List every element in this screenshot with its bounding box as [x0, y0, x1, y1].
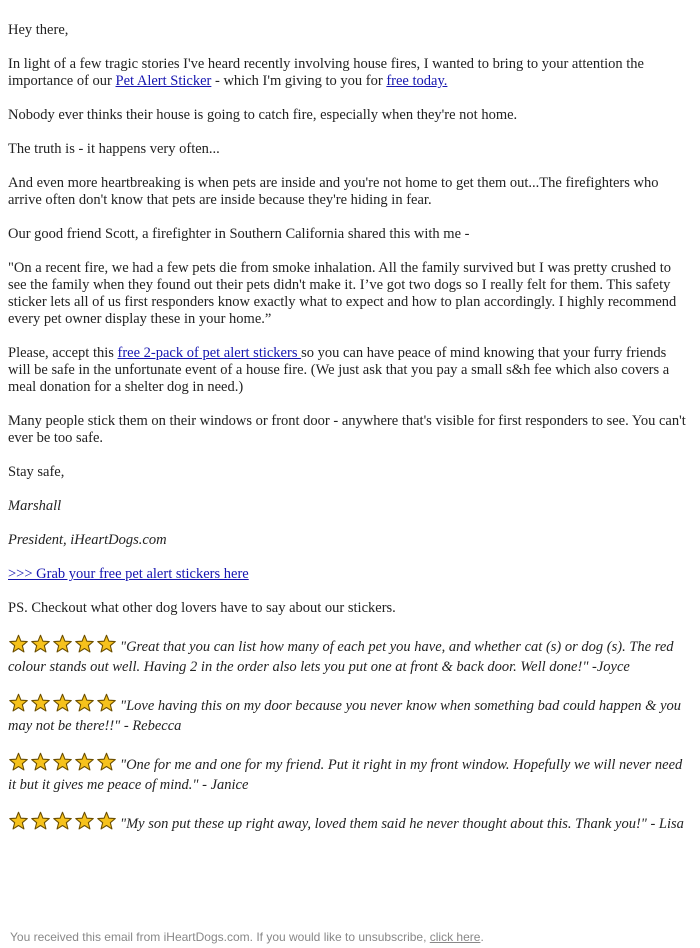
five-star-rating	[8, 811, 118, 836]
paragraph-truth: The truth is - it happens very often...	[8, 141, 220, 157]
greeting: Hey there,	[8, 22, 69, 38]
star-icon	[96, 693, 117, 713]
intro-text-middle: - which I'm giving to you for	[211, 73, 387, 89]
free-today-link[interactable]: free today.	[386, 73, 448, 89]
paragraph-scott: Our good friend Scott, a firefighter in Southern California shared this with me -	[8, 226, 470, 242]
star-icon	[96, 811, 117, 831]
offer-text-end: so you can have peace of mind knowing that your furry friends will be safe in the unfortunate event of a house fire. (We just ask that you pay a small s&h fee which also covers a meal donation for a shelter dog in need.)	[8, 345, 670, 395]
ps-paragraph: PS. Checkout what other dog lovers have to say about our stickers.	[8, 600, 396, 616]
star-icon	[74, 693, 95, 713]
paragraph-heartbreaking: And even more heartbreaking is when pets are inside and you're not home to get them out...The firefighters who arrive often don't know that pets are inside because they're hiding in fear.	[8, 175, 659, 208]
offer-paragraph	[8, 345, 692, 396]
star-icon	[74, 634, 95, 654]
review-lisa	[8, 811, 692, 836]
email-body	[8, 22, 692, 853]
star-icon	[52, 634, 73, 654]
review-text: "My son put these up right away, loved them said he never thought about this. Thank you!" - Lisa	[120, 816, 684, 832]
signature-name: Marshall	[8, 498, 62, 514]
star-icon	[30, 634, 51, 654]
star-icon	[30, 752, 51, 772]
free-2-pack-link[interactable]: free 2-pack of pet alert stickers	[117, 345, 302, 361]
intro-text-start: In light of a few tragic stories I've heard recently involving house fires, I wanted to bring to your attention the importance of our	[8, 56, 644, 89]
grab-stickers-link[interactable]: >>> Grab your free pet alert stickers here	[8, 566, 249, 582]
star-icon	[8, 634, 29, 654]
pet-alert-sticker-link[interactable]: Pet Alert Sticker	[115, 73, 212, 89]
star-icon	[52, 752, 73, 772]
review-rebecca	[8, 693, 692, 735]
review-text: "Great that you can list how many of each pet you have, and whether cat (s) or dog (s). The red colour stands out well. Having 2 in the order also lets you put one at front & back door. Well done!" -Joyce	[8, 639, 674, 675]
five-star-rating	[8, 634, 118, 659]
review-text: "Love having this on my door because you never know when something bad could happen & you may not be there!!" - Rebecca	[8, 698, 682, 734]
footer-text: You received this email from iHeartDogs.com. If you would like to unsubscribe,	[10, 930, 430, 944]
cta-paragraph	[8, 566, 692, 583]
paragraph-windows: Many people stick them on their windows or front door - anywhere that's visible for first responders to see. You can't ever be too safe.	[8, 413, 686, 446]
five-star-rating	[8, 752, 118, 777]
star-icon	[30, 811, 51, 831]
paragraph-nobody: Nobody ever thinks their house is going to catch fire, especially when they're not home.	[8, 107, 518, 123]
signoff: Stay safe,	[8, 464, 65, 480]
signature-title: President, iHeartDogs.com	[8, 532, 167, 548]
intro-paragraph	[8, 56, 692, 90]
review-text: "One for me and one for my friend. Put it right in my front window. Hopefully we will never need it but it gives me peace of mind." - Janice	[8, 757, 683, 793]
star-icon	[30, 693, 51, 713]
email-footer	[10, 930, 484, 944]
unsubscribe-link[interactable]: click here	[429, 930, 481, 944]
footer-end: .	[480, 930, 484, 944]
star-icon	[96, 752, 117, 772]
five-star-rating	[8, 693, 118, 718]
star-icon	[8, 752, 29, 772]
review-janice	[8, 752, 692, 794]
offer-text-start: Please, accept this	[8, 345, 118, 361]
star-icon	[52, 811, 73, 831]
star-icon	[52, 693, 73, 713]
review-joyce	[8, 634, 692, 676]
star-icon	[8, 693, 29, 713]
star-icon	[96, 634, 117, 654]
firefighter-quote: "On a recent fire, we had a few pets die from smoke inhalation. All the family survived but I was pretty crushed to see the family when they found out their pets didn't make it. I’ve got two dogs so I really felt for them. This safety sticker lets all of us first responders know exactly what to expect and how to plan accordingly. I highly recommend every pet owner display these in your home.”	[8, 260, 677, 327]
star-icon	[74, 811, 95, 831]
star-icon	[74, 752, 95, 772]
star-icon	[8, 811, 29, 831]
